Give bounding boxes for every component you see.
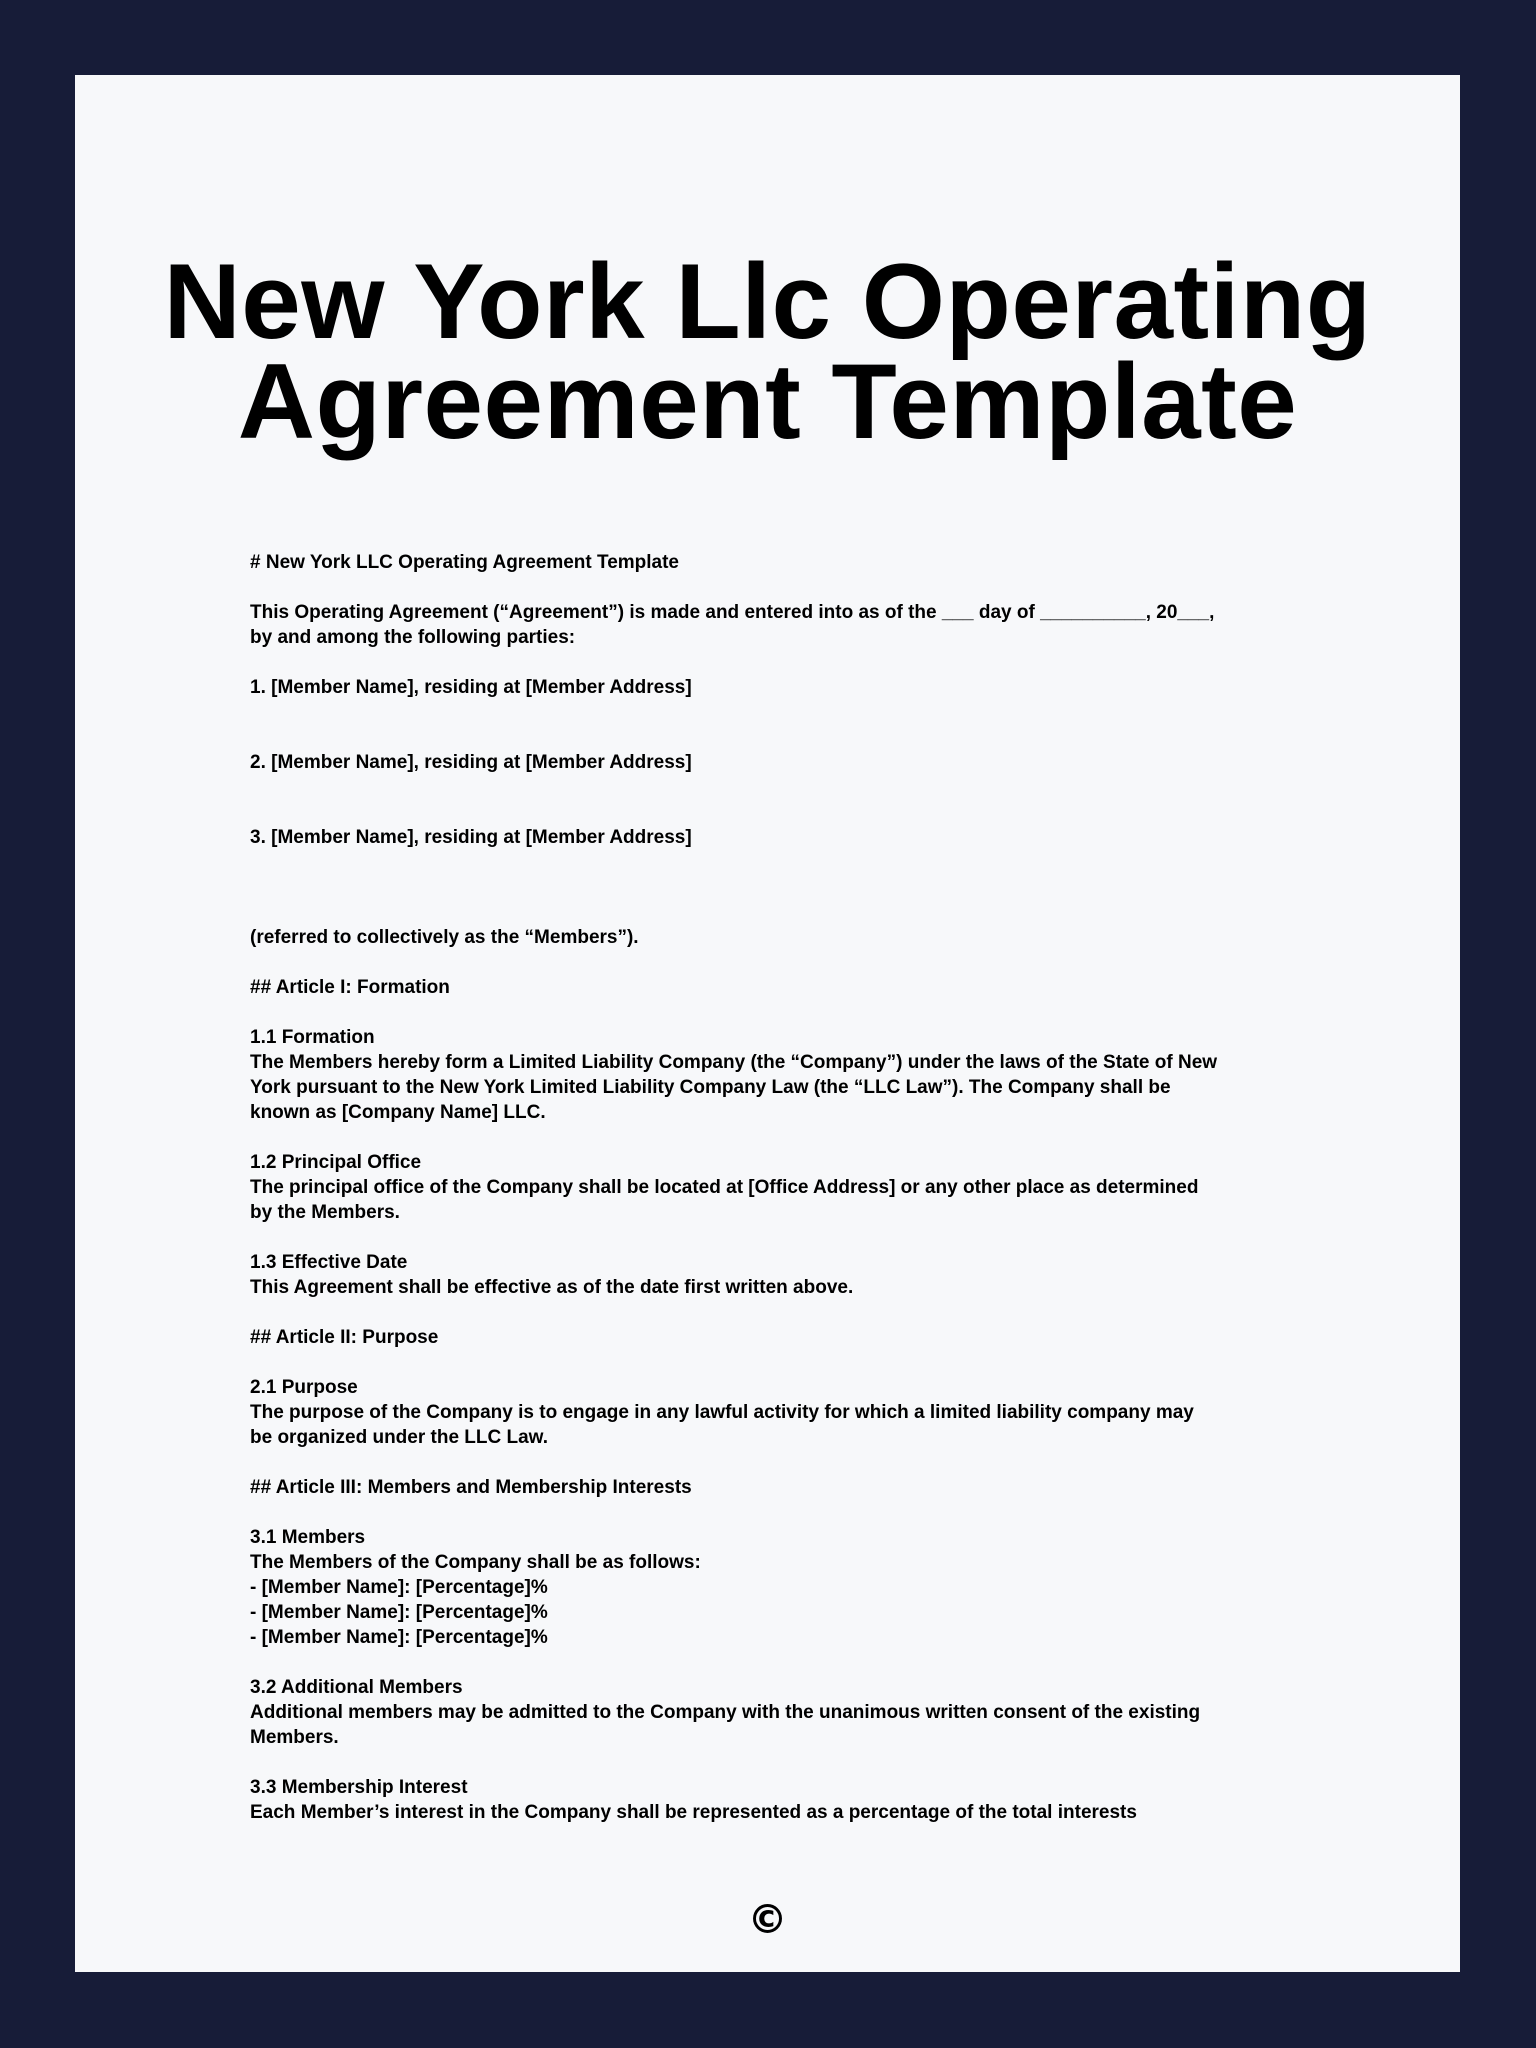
section-text: York pursuant to the New York Limited Liability Company Law (the “LLC Law”). The Company shall be [250,1077,1171,1098]
intro-line: by and among the following parties: [250,627,576,648]
section-text: be organized under the LLC Law. [250,1427,549,1448]
document-body [250,550,1310,1825]
section-title: 1.2 Principal Office [250,1152,422,1173]
document-page [75,75,1460,1972]
section-title: 2.1 Purpose [250,1377,358,1398]
section-title: 3.3 Membership Interest [250,1777,468,1798]
member-entry: 3. [Member Name], residing at [Member Address] [250,827,692,848]
document-heading: # New York LLC Operating Agreement Template [250,552,680,573]
section-text: The purpose of the Company is to engage in any lawful activity for which a limited liability company may [250,1402,1194,1423]
section-text: known as [Company Name] LLC. [250,1102,546,1123]
intro-line: This Operating Agreement (“Agreement”) is made and entered into as of the ___ day of __________, 20___, [250,602,1215,623]
section-text: Each Member’s interest in the Company shall be represented as a percentage of the total interests [250,1802,1137,1823]
members-collective: (referred to collectively as the “Members”). [250,927,639,948]
section-title: 1.1 Formation [250,1027,375,1048]
list-item: - [Member Name]: [Percentage]% [250,1627,548,1648]
article-heading: ## Article I: Formation [250,977,450,998]
article-heading: ## Article III: Members and Membership Interests [250,1477,692,1498]
section-text: Additional members may be admitted to the Company with the unanimous written consent of the existing [250,1702,1201,1723]
list-item: - [Member Name]: [Percentage]% [250,1602,548,1623]
page-title [75,241,1460,461]
section-text: The Members of the Company shall be as follows: [250,1552,701,1573]
page-title-line-2: Agreement Template [237,341,1298,461]
section-text: Members. [250,1727,339,1748]
section-title: 1.3 Effective Date [250,1252,408,1273]
page-title-line-1: New York Llc Operating [163,241,1372,361]
copyright-icon: © [747,1897,788,1943]
article-heading: ## Article II: Purpose [250,1327,439,1348]
section-title: 3.2 Additional Members [250,1677,463,1698]
section-title: 3.1 Members [250,1527,366,1548]
member-entry: 2. [Member Name], residing at [Member Address] [250,752,692,773]
list-item: - [Member Name]: [Percentage]% [250,1577,548,1598]
section-text: by the Members. [250,1202,400,1223]
section-text: The principal office of the Company shall be located at [Office Address] or any other place as determined [250,1177,1199,1198]
member-entry: 1. [Member Name], residing at [Member Address] [250,677,692,698]
section-text: The Members hereby form a Limited Liability Company (the “Company”) under the laws of the State of New [250,1052,1218,1073]
section-text: This Agreement shall be effective as of the date first written above. [250,1277,854,1298]
